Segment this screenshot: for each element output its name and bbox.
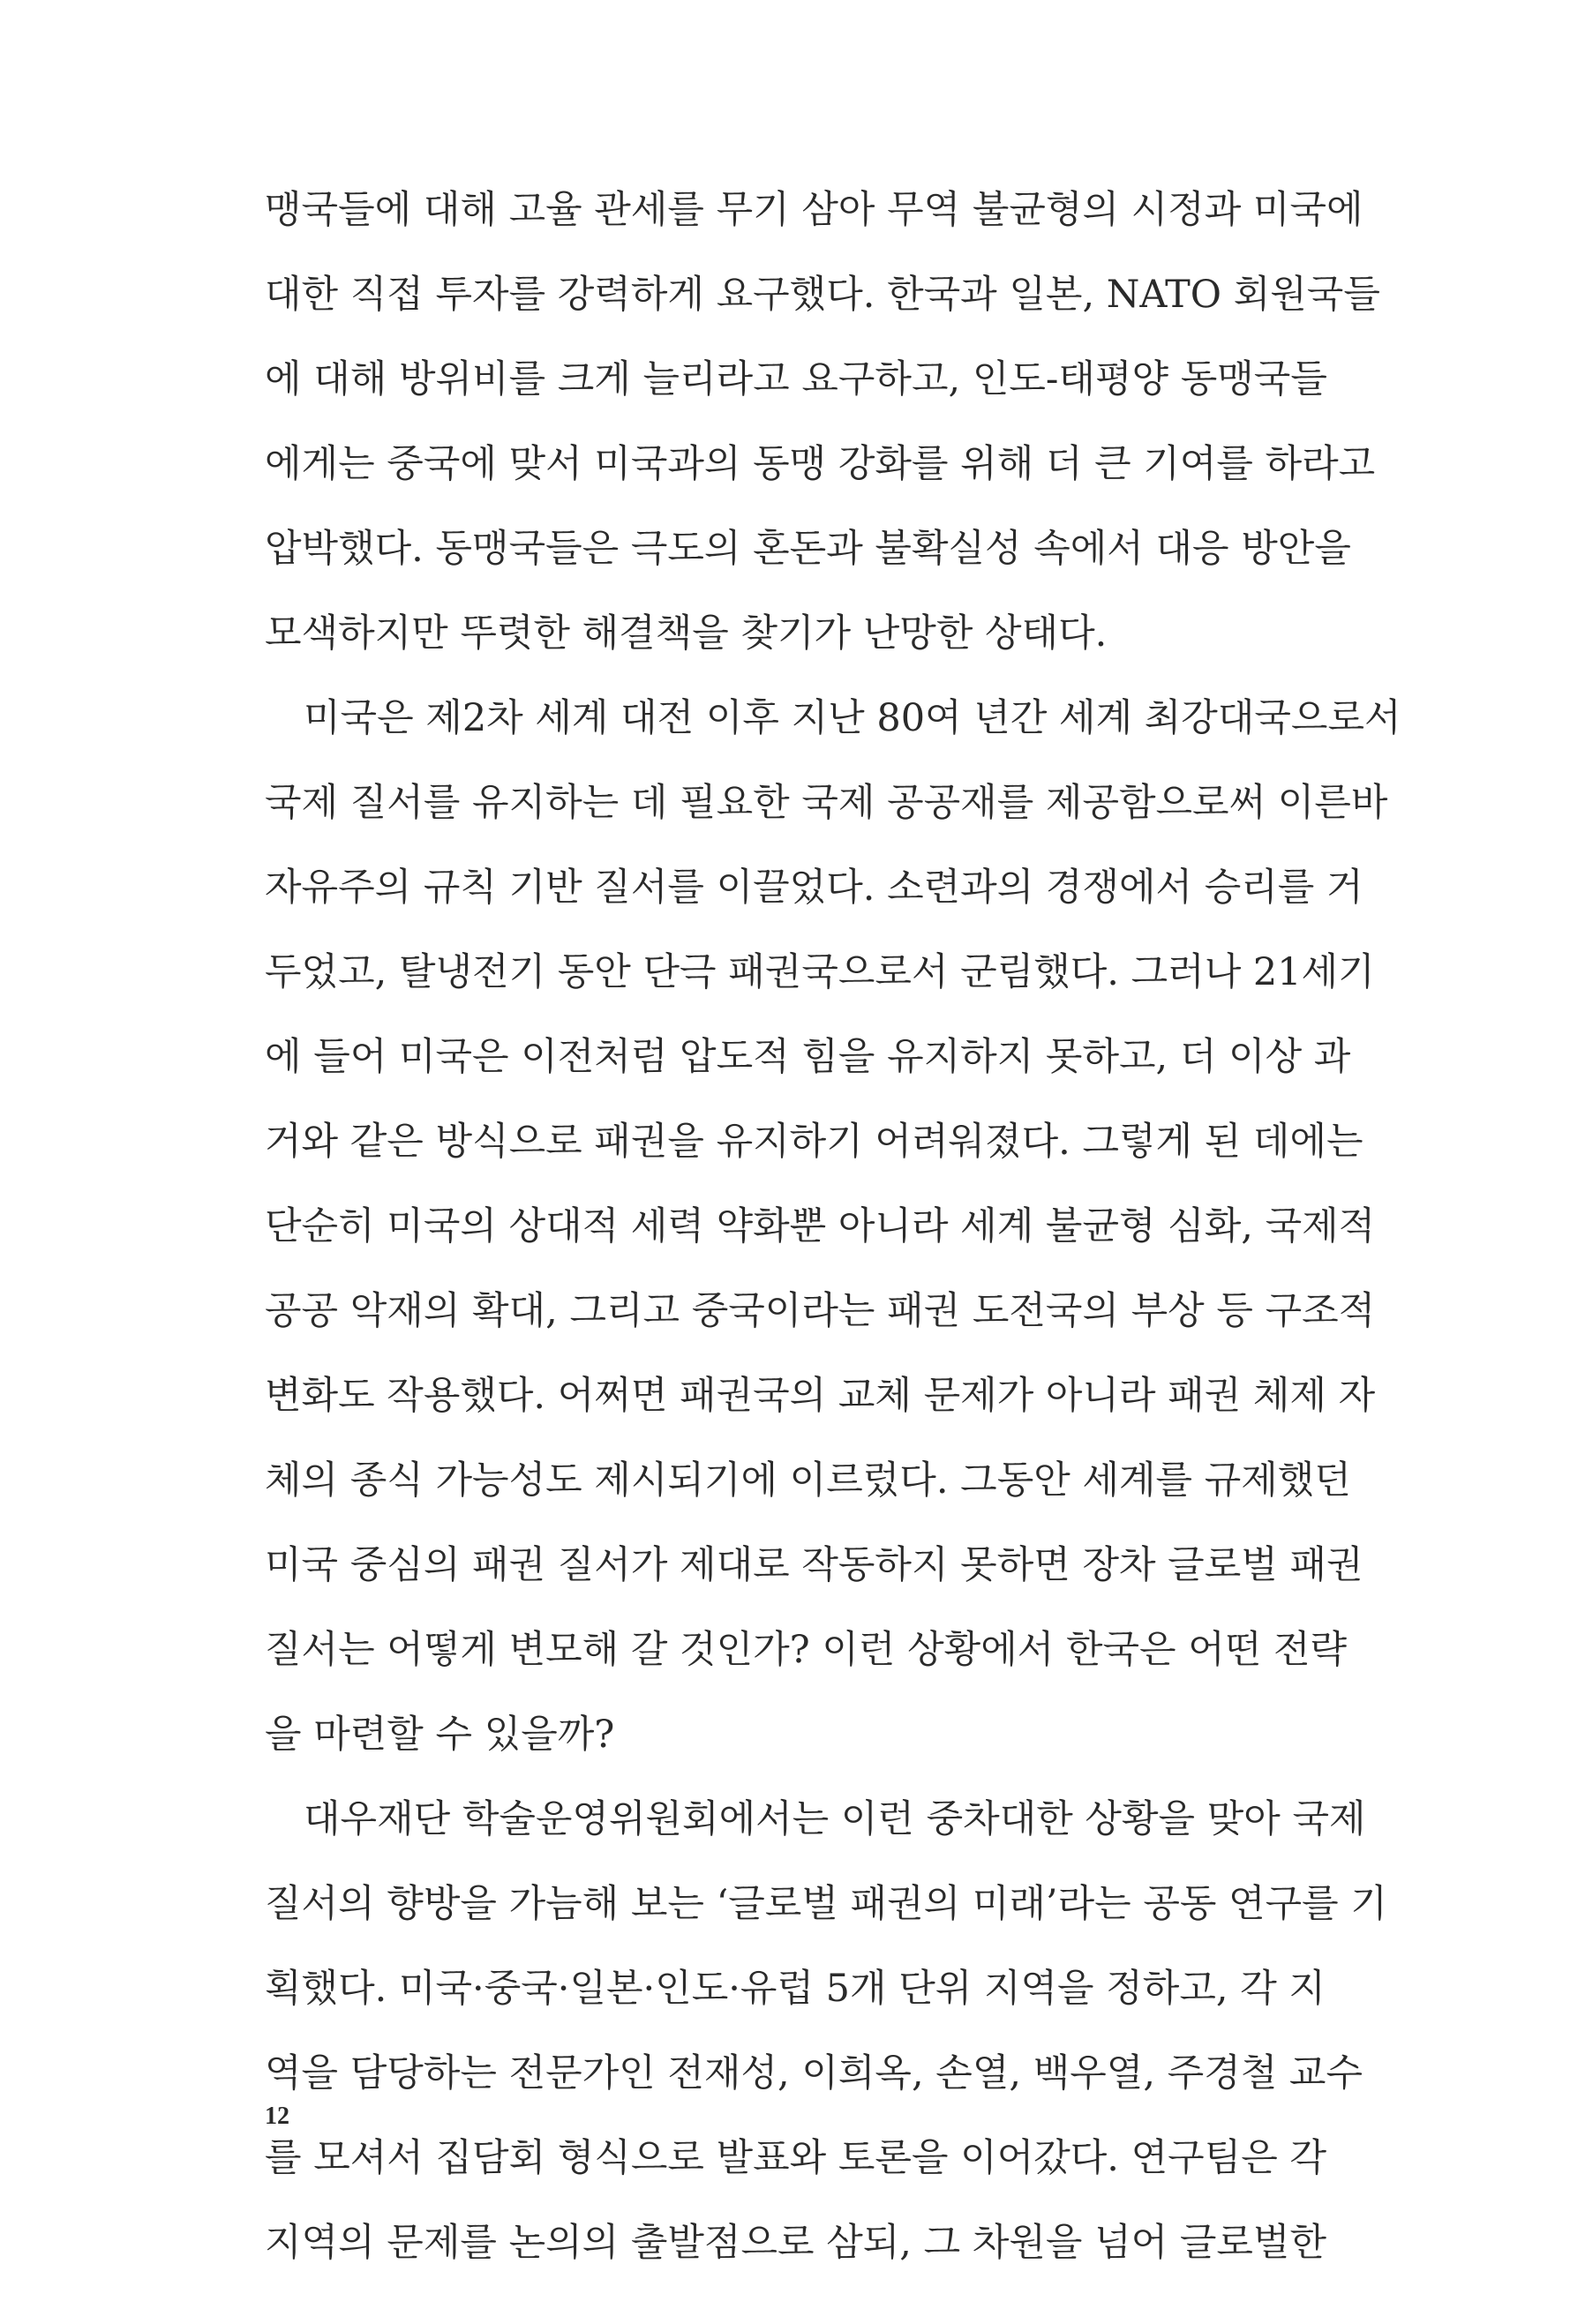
text-line: 단순히 미국의 상대적 세력 약화뿐 아니라 세계 불균형 심화, 국제적 (265, 1204, 1376, 1248)
text-line: 압박했다. 동맹국들은 극도의 혼돈과 불확실성 속에서 대응 방안을 (265, 527, 1351, 571)
text-line: 체의 종식 가능성도 제시되기에 이르렀다. 그동안 세계를 규제했던 (265, 1458, 1351, 1503)
text-line: 변화도 작용했다. 어쩌면 패권국의 교체 문제가 아니라 패권 체제 자 (265, 1374, 1376, 1418)
text-line: 지역의 문제를 논의의 출발점으로 삼되, 그 차원을 넘어 글로벌한 (265, 2221, 1327, 2265)
page-number: 12 (265, 2103, 289, 2130)
text-line: 미국은 제2차 세계 대전 이후 지난 80여 년간 세계 최강대국으로서 (304, 696, 1401, 740)
text-line: 미국 중심의 패권 질서가 제대로 작동하지 못하면 장차 글로벌 패권 (265, 1543, 1363, 1587)
text-line: 공공 악재의 확대, 그리고 중국이라는 패권 도전국의 부상 등 구조적 (265, 1289, 1376, 1333)
text-line: 에게는 중국에 맞서 미국과의 동맹 강화를 위해 더 큰 기여를 하라고 (265, 442, 1376, 486)
text-line: 를 모셔서 집담회 형식으로 발표와 토론을 이어갔다. 연구팀은 각 (265, 2136, 1327, 2180)
text-line: 두었고, 탈냉전기 동안 단극 패권국으로서 군림했다. 그러나 21세기 (265, 950, 1375, 994)
text-line: 맹국들에 대해 고율 관세를 무기 삼아 무역 불균형의 시정과 미국에 (265, 188, 1363, 232)
text-line: 질서의 향방을 가늠해 보는 ‘글로벌 패권의 미래’라는 공동 연구를 기 (265, 1882, 1387, 1926)
text-line: 대한 직접 투자를 강력하게 요구했다. 한국과 일본, NATO 회원국들 (265, 273, 1380, 317)
text-line: 질서는 어떻게 변모해 갈 것인가? 이런 상황에서 한국은 어떤 전략 (265, 1628, 1348, 1672)
body-text (265, 168, 1401, 2285)
text-line: 자유주의 규칙 기반 질서를 이끌었다. 소련과의 경쟁에서 승리를 거 (265, 866, 1363, 910)
text-line: 에 대해 방위비를 크게 늘리라고 요구하고, 인도-태평양 동맹국들 (265, 357, 1327, 401)
text-line: 획했다. 미국·중국·일본·인도·유럽 5개 단위 지역을 정하고, 각 지 (265, 1967, 1326, 2011)
text-line: 국제 질서를 유지하는 데 필요한 국제 공공재를 제공함으로써 이른바 (265, 781, 1388, 825)
text-line: 에 들어 미국은 이전처럼 압도적 힘을 유지하지 못하고, 더 이상 과 (265, 1035, 1351, 1079)
text-line: 모색하지만 뚜렷한 해결책을 찾기가 난망한 상태다. (265, 611, 1108, 656)
text-line: 대우재단 학술운영위원회에서는 이런 중차대한 상황을 맞아 국제 (304, 1797, 1366, 1841)
text-line: 거와 같은 방식으로 패권을 유지하기 어려워졌다. 그렇게 된 데에는 (265, 1120, 1363, 1164)
text-line: 을 마련할 수 있을까? (265, 1713, 615, 1757)
text-line: 역을 담당하는 전문가인 전재성, 이희옥, 손열, 백우열, 주경철 교수 (265, 2051, 1363, 2095)
